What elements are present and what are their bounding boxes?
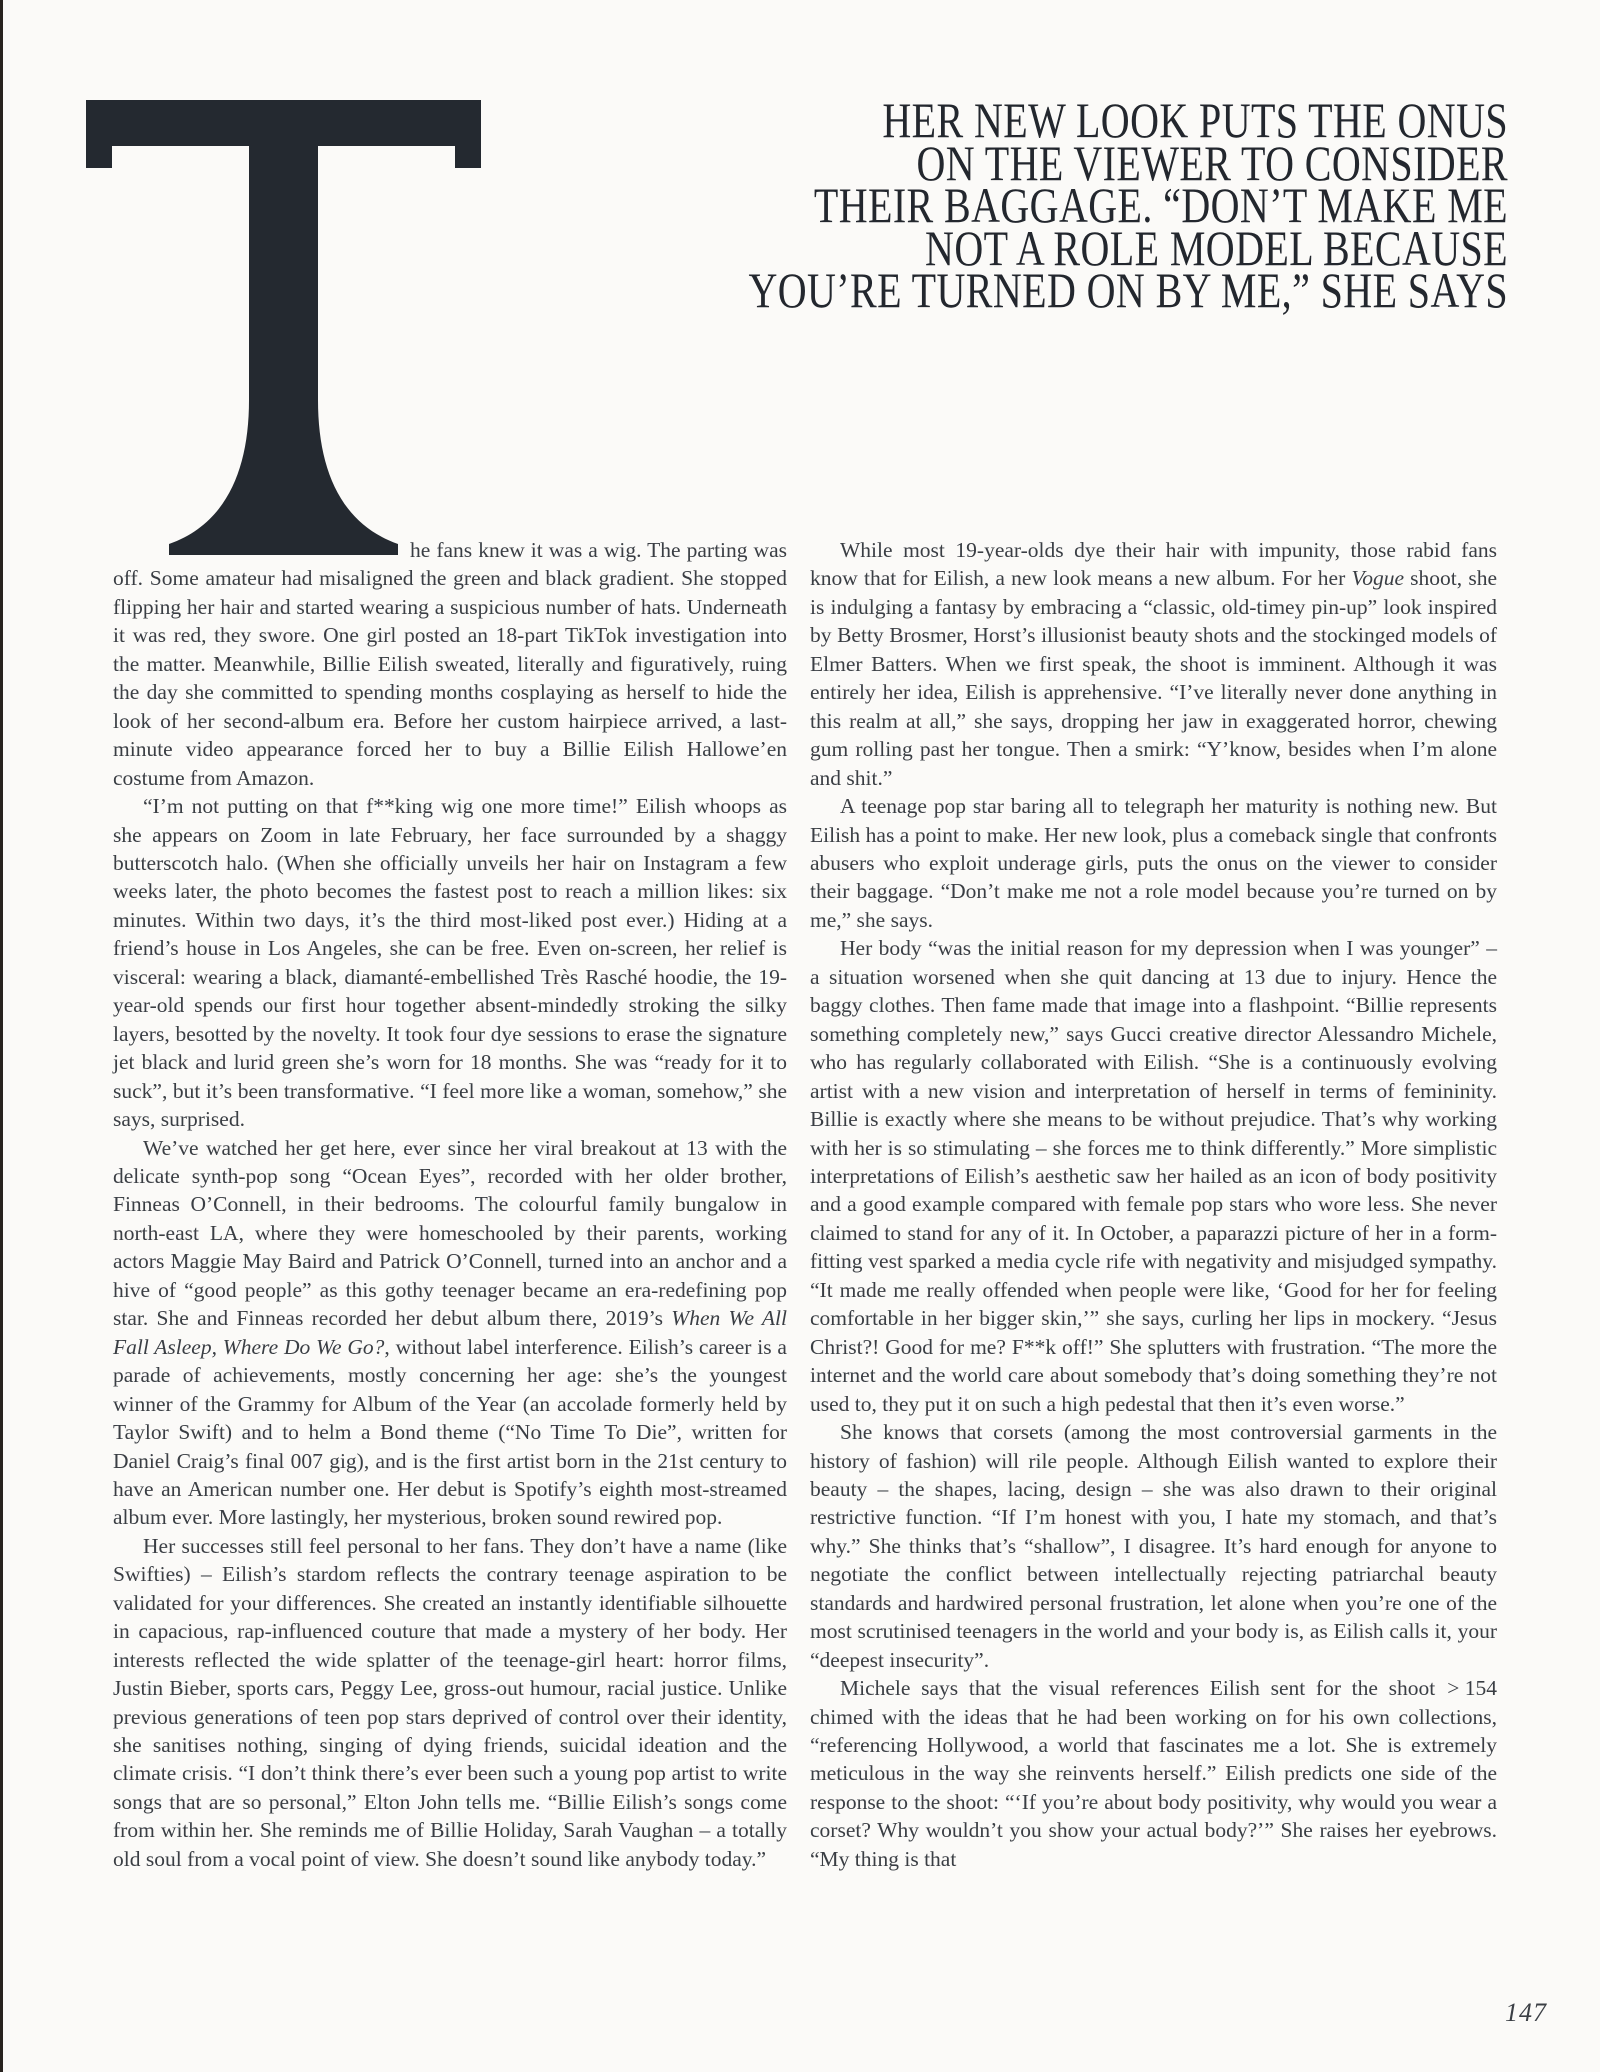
drop-cap-letter xyxy=(86,100,481,555)
left-column xyxy=(113,536,787,1873)
paragraph xyxy=(113,792,787,1133)
text-run: he fans knew it was a wig. The parting was off. Some amateur had misaligned the green and black gradient. She stopped flipping her hair and started wearing a suspicious number of hats. Underneath it was red, they swore. One girl posted an 18-part TikTok investigation into the matter. Meanwhile, Billie Eilish sweated, literally and figuratively, ruing the day she committed to spending months cosplaying as herself to hide the look of her second-album era. Before her custom hairpiece arrived, a last-minute video appearance forced her to buy a Billie Eilish Hallowe’en costume from Amazon. xyxy=(113,538,787,790)
letter-t-glyph xyxy=(86,100,481,555)
paragraph xyxy=(810,934,1497,1418)
text-run: Her body “was the initial reason for my depression when I was younger” – a situation worsened when she quit dancing at 13 due to injury. Hence the baggy clothes. Then fame made that image into a flashpoint. “Billie represents something completely new,” says Gucci creative director Alessandro Michele, who has regularly collaborated with Eilish. “She is a continuously evolving artist with a new vision and interpretation of herself in terms of femininity. Billie is exactly where she means to be without prejudice. That’s why working with her is so stimulating – she forces me to think differently.” More simplistic interpretations of Eilish’s aesthetic saw her hailed as an icon of body positivity and a good example compared with female pop stars who wore less. She never claimed to stand for any of it. In October, a paparazzi picture of her in a form-fitting vest sparked a media cycle rife with negativity and misjudged sympathy. “It made me really offended when people were like, ‘Good for her for feeling comfortable in her bigger skin,’” she says, curling her lips in mockery. “Jesus Christ?! Good for me? F**k off!” She splutters with frustration. “The more the internet and the world care about somebody that’s doing something they’re not used to, they put it on such a high pedestal that then it’s even worse.” xyxy=(810,936,1497,1416)
text-run: While most 19-year-olds dye their hair with impunity, those rabid fans know that for Eilish, a new look means a new album. For her xyxy=(810,538,1497,591)
text-run: Her successes still feel personal to her fans. They don’t have a name (like Swifties) – Eilish’s stardom reflects the contrary teenage aspiration to be validated for your differences. She created an instantly identifiable silhouette in capacious, rap-influenced couture that made a mystery of her body. Her interests reflected the wide splatter of the teenage-girl heart: horror films, Justin Bieber, sports cars, Peggy Lee, gross-out humour, racial justice. Unlike previous generations of teen pop stars deprived of control over their identity, she sanitises nothing, singing of dying friends, suicidal ideation and the climate crisis. “I don’t think there’s ever been such a young pop artist to write songs that are so personal,” Elton John tells me. “Billie Eilish’s songs come from within her. She reminds me of Billie Holiday, Sarah Vaughan – a totally old soul from a vocal point of view. She doesn’t sound like anybody today.” xyxy=(113,1533,787,1871)
pull-quote-line: THEIR BAGGAGE. “DON’T MAKE ME xyxy=(813,177,1508,233)
pull-quote xyxy=(724,92,1508,318)
pull-quote-line: YOU’RE TURNED ON BY ME,” SHE SAYS xyxy=(748,262,1508,318)
page-edge-line xyxy=(0,0,3,2072)
text-run: “I’m not putting on that f**king wig one more time!” Eilish whoops as she appears on Zoom in late February, her face surrounded by a shaggy butterscotch halo. (When she officially unveils her hair on Instagram a few weeks later, the photo becomes the fastest post to reach a million likes: six minutes. Within two days, it’s the third most-liked post ever.) Hiding at a friend’s house in Los Angeles, she can be free. Even on-screen, her relief is visceral: wearing a black, diamanté-embellished Très Rasché hoodie, the 19-year-old spends our first hour together absent-mindedly stroking the silky layers, besotted by the novelty. It took four dye sessions to erase the signature jet black and lurid green she’s worn for 18 months. She was “ready for it to suck”, but it’s been transformative. “I feel more like a woman, somehow,” she says, surprised. xyxy=(113,794,787,1132)
paragraph xyxy=(810,792,1497,934)
pull-quote-line: NOT A ROLE MODEL BECAUSE xyxy=(925,219,1508,276)
text-run: She knows that corsets (among the most controversial garments in the history of fashion) will rile people. Although Eilish wanted to explore their beauty – the shapes, lacing, design – she was also drawn to their original restrictive function. “If I’m honest with you, I hate my stomach, and that’s why.” She thinks that’s “shallow”, I disagree. It’s hard enough for anyone to negotiate the conflict between intellectually rejecting patriarchal beauty standards and hardwired personal frustration, let alone when you’re one of the most scrutinised teenagers in the world and your body is, as Eilish calls it, your “deepest insecurity”. xyxy=(810,1420,1497,1672)
italic-text-run: When We All Fall Asleep, Where Do We Go? xyxy=(113,1306,788,1359)
paragraph xyxy=(810,536,1497,792)
right-column xyxy=(810,536,1497,1873)
paragraph xyxy=(810,1418,1497,1674)
text-run: A teenage pop star baring all to telegraph her maturity is nothing new. But Eilish has a point to make. Her new look, plus a comeback single that confronts abusers who exploit underage girls, puts the onus on the viewer to consider their baggage. “Don’t make me not a role model because you’re turned on by me,” she says. xyxy=(810,794,1497,932)
pull-quote-line: ON THE VIEWER TO CONSIDER xyxy=(916,134,1508,191)
italic-text-run: Vogue xyxy=(1351,566,1404,591)
text-run: shoot, she is indulging a fantasy by embracing a “classic, old-timey pin-up” look inspired by Betty Brosmer, Horst’s illusionist beauty shots and the stockinged models of Elmer Batters. When we first speak, the shoot is imminent. Although it was entirely her idea, Eilish is apprehensive. “I’ve literally never done anything in this realm at all,” she says, dropping her jaw in exaggerated horror, chewing gum rolling past her tongue. Then a smirk: “Y’know, besides when I’m alone and shit.” xyxy=(810,566,1497,790)
paragraph xyxy=(810,1674,1497,1873)
text-run: Michele says that the visual references Eilish sent for the shoot chimed with the ideas that he had been working on for his own collections, “referencing Hollywood, a world that fascinates me a lot. She is extremely meticulous in the way she reinvents herself.” Eilish predicts one side of the response to the shoot: “‘If you’re about body positivity, why would you wear a corset? Why wouldn’t you show your actual body?’” She raises her eyebrows. “My thing is that xyxy=(810,1676,1497,1871)
paragraph xyxy=(113,536,787,792)
paragraph xyxy=(113,1134,787,1532)
text-run: , without label interference. Eilish’s career is a parade of achievements, mostly concerning her age: she’s the youngest winner of the Grammy for Album of the Year (an accolade formerly held by Taylor Swift) and to helm a Bond theme (“No Time To Die”, written for Daniel Craig’s final 007 gig), and is the first artist born in the 21st century to have an American number one. Her debut is Spotify’s eighth most-streamed album ever. More lastingly, her mysterious, broken sound rewired pop. xyxy=(113,1334,787,1530)
jump-page-reference: > 154 xyxy=(1447,1676,1497,1701)
paragraph xyxy=(113,1532,787,1873)
page-number: 147 xyxy=(1505,1998,1547,2027)
text-run: We’ve watched her get here, ever since her viral breakout at 13 with the delicate synth-pop song “Ocean Eyes”, recorded with her older brother, Finneas O’Connell, in their bedrooms. The colourful family bungalow in north-east LA, where they were homeschooled by their parents, working actors Maggie May Baird and Patrick O’Connell, turned into an anchor and a hive of “good people” as this gothy teenager became an era-redefining pop star. She and Finneas recorded her debut album there, 2019’s xyxy=(113,1135,787,1331)
pull-quote-line: HER NEW LOOK PUTS THE ONUS xyxy=(882,92,1508,148)
